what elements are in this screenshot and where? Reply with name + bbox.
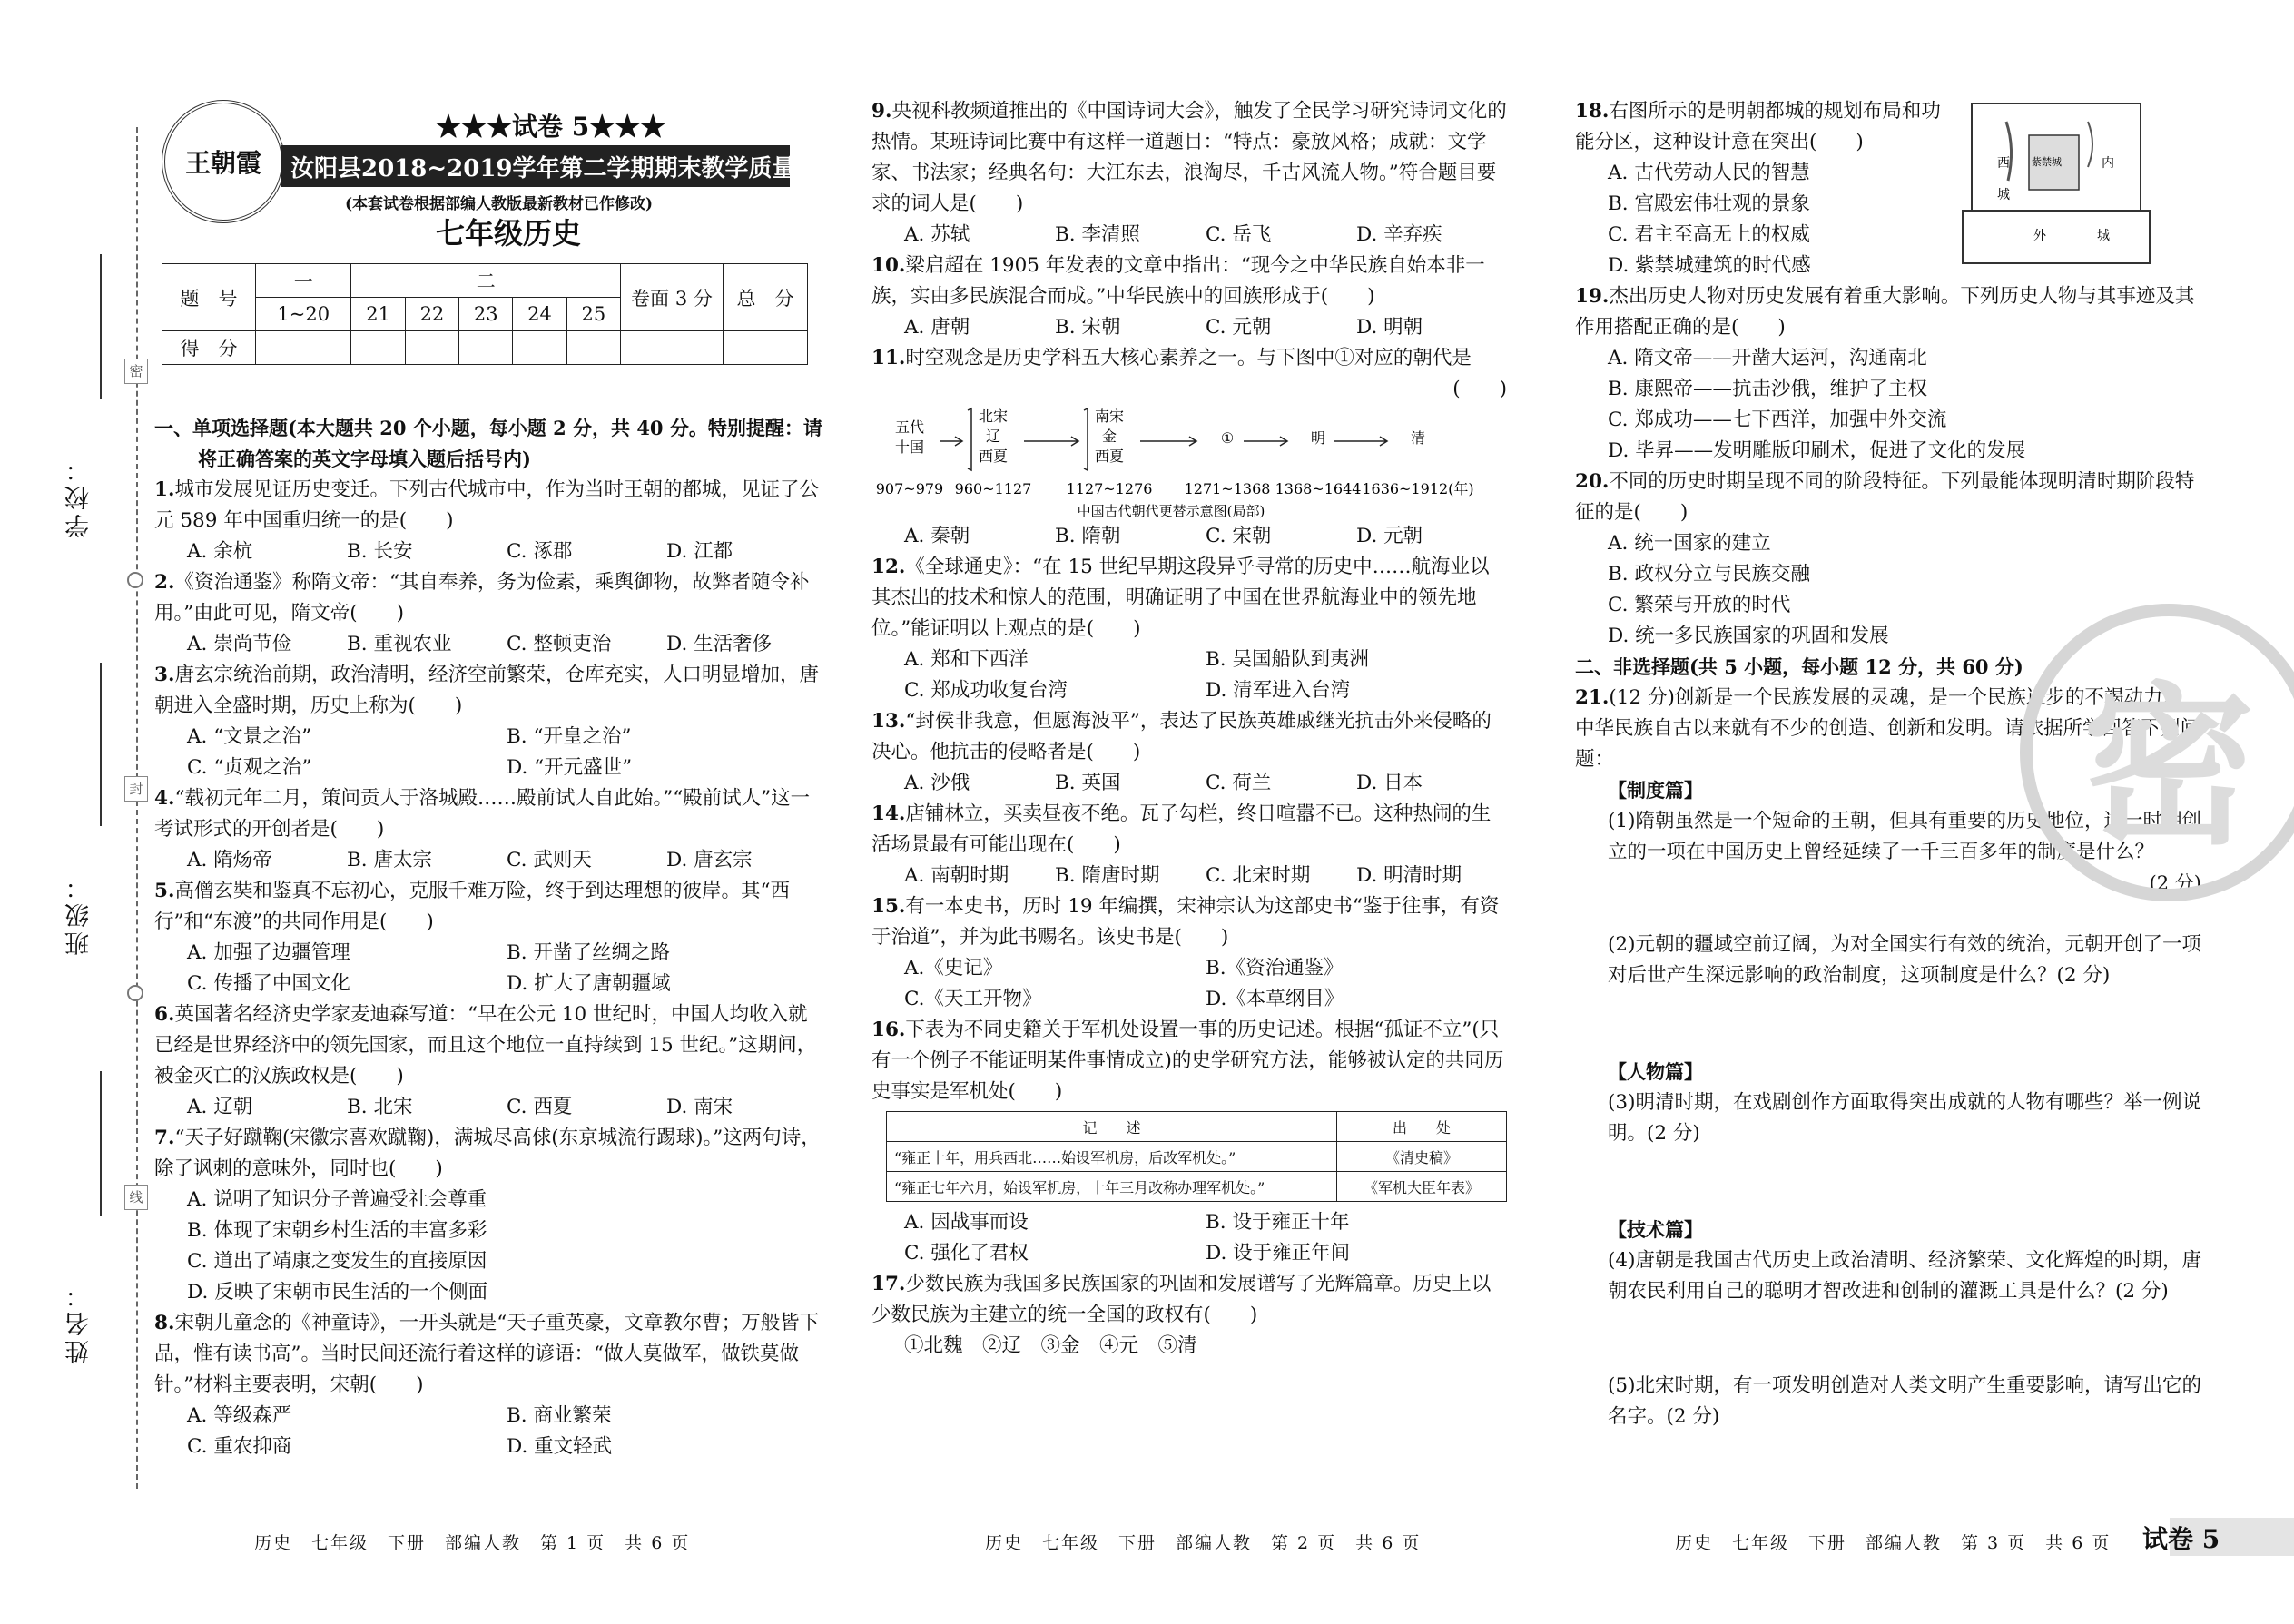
option-A[interactable]: A. 秦朝 [904, 525, 970, 547]
seal-mark-3: 线 [124, 1185, 148, 1210]
question-20 [1575, 467, 2201, 528]
question-text: 宋朝儿童念的《神童诗》，一开头就是“天子重英豪，文章教尔曹；万般皆下品，惟有读书高”。当时民间还流行着这样的谚语：“做人莫做军，做铁莫做针。”材料主要表明，宋朝( ) [154, 1312, 820, 1396]
timeline-arrow [1024, 437, 1078, 446]
options [871, 861, 1507, 891]
option-C[interactable]: C.《天工开物》 [904, 988, 1042, 1010]
q16-options [871, 1207, 1507, 1269]
option-C[interactable]: C. 道出了靖康之变发生的直接原因 [187, 1250, 487, 1273]
exam-note: (本套试卷根据部编人教版最新教材已作修改) [345, 195, 654, 213]
exam-title: 汝阳县2018~2019学年第二学期期末教学质量检测试卷 [290, 155, 891, 182]
score-col: 22 [405, 298, 458, 331]
map-label-city-1: 城 [1997, 188, 2010, 202]
timeline-bracket [1084, 408, 1088, 470]
question-number: 10. [871, 254, 906, 277]
option-D[interactable]: D.《本草纲目》 [1206, 988, 1344, 1010]
school-label: 学校： [65, 454, 94, 538]
option-B[interactable]: B. 康熙帝——抗击沙俄，维护了主权 [1608, 378, 1927, 400]
map-label-inner: 内 [2102, 156, 2114, 171]
option-D[interactable]: D. 设于雍正年间 [1206, 1242, 1351, 1265]
timeline-dynasty: 辽 [985, 428, 1001, 445]
seal-dashed-line [136, 127, 138, 1489]
timeline-arrow [1244, 437, 1287, 446]
option-C[interactable]: C. 元朝 [1206, 316, 1272, 339]
timeline-arrow [1140, 437, 1196, 446]
question-16 [871, 1015, 1507, 1107]
question-text: 英国著名经济史学家麦迪森写道：“早在公元 10 世纪时，中国人均收入就已经是世界经济中的领先国家，而且这个地位一直持续到 15 世纪。”这期间，被金灭亡的汉族政权是( ) [154, 1003, 817, 1088]
subject-title: 七年级历史 [436, 216, 582, 251]
options [871, 645, 1507, 706]
q16-record-1: “雍正十年，用兵西北……始设军机房，后改军机处。” [887, 1142, 1337, 1172]
q11-options [871, 521, 1507, 552]
timeline-year: 907~979 [875, 480, 944, 497]
timeline-dynasty: 明 [1310, 429, 1326, 447]
q16-source-2: 《军机大臣年表》 [1337, 1172, 1507, 1202]
option-D[interactable]: D. 元朝 [1356, 525, 1423, 547]
question-number: 21. [1575, 686, 1610, 709]
option-B[interactable]: B. 开凿了丝绸之路 [507, 941, 670, 964]
timeline-arrow [1334, 437, 1387, 446]
question-text: “天子好蹴鞠(宋徽宗喜欢蹴鞠)，满城尽高俅(东京城流行踢球)。”这两句诗，除了讽刺的意味外，同时也( ) [154, 1127, 821, 1180]
question-text: 时空观念是历史学科五大核心素养之一。与下图中①对应的朝代是 [905, 347, 1472, 369]
option-D[interactable]: D. 生活奢侈 [666, 633, 773, 655]
option-C[interactable]: C. 涿郡 [507, 540, 573, 563]
option-D[interactable]: D. 毕昇——发明雕版印刷术，促进了文化的发展 [1608, 439, 2026, 462]
option-A[interactable]: A. 辽朝 [187, 1096, 253, 1118]
score-col: 25 [566, 298, 620, 331]
option-B[interactable]: B. 英国 [1055, 772, 1121, 794]
option-A[interactable]: A. 唐朝 [904, 316, 970, 339]
question-text: 有一本史书，历时 19 年编撰，宋神宗认为这部史书“鉴于往事，有资于治道”，并为此书赐名。该史书是( ) [871, 895, 1500, 949]
option-C[interactable]: C. 岳飞 [1206, 223, 1272, 246]
score-col: 1~20 [256, 298, 351, 331]
map-label-forbidden-city: 紫禁城 [2032, 156, 2062, 168]
option-D[interactable]: D. “开元盛世” [507, 756, 633, 779]
question-text: (12 分)创新是一个民族发展的灵魂，是一个民族进步的不竭动力，中华民族自古以来就有不少的创造、创新和发明。请依据所学回答下列问题： [1575, 686, 2200, 771]
score-total: 总 分 [724, 264, 808, 331]
section1-title-cont: 将正确答案的英文字母填入题后括号内) [198, 448, 531, 470]
question-text: 少数民族为我国多民族国家的巩固和发展谱写了光辉篇章。历史上以少数民族为主建立的统一全国的政权有( ) [871, 1273, 1492, 1326]
q17-items: ①北魏 ②辽 ③金 ④元 ⑤清 [904, 1334, 1197, 1357]
option-C[interactable]: C. 荷兰 [1206, 772, 1272, 794]
q16-header-source: 出 处 [1337, 1112, 1507, 1142]
question-19 [1575, 281, 2201, 343]
question-5 [154, 876, 826, 938]
score-col: 23 [459, 298, 513, 331]
timeline-dynasty: 清 [1410, 429, 1426, 447]
options [154, 629, 826, 660]
question-2 [154, 567, 826, 629]
option-C[interactable]: C. 北宋时期 [1206, 864, 1311, 887]
option-A[interactable]: A. 说明了知识分子普遍受社会尊重 [187, 1188, 487, 1211]
option-A[interactable]: A. 加强了边疆管理 [187, 941, 350, 964]
option-C[interactable]: C. 宋朝 [1206, 525, 1272, 547]
col1-questions [154, 475, 826, 1462]
options [154, 1185, 826, 1308]
option-B[interactable]: B. 宫殿宏伟壮观的景象 [1608, 192, 1810, 215]
question-text: 不同的历史时期呈现不同的阶段特征。下列最能体现明清时期阶段特征的是( ) [1575, 470, 2195, 524]
option-D[interactable]: D. 南宋 [666, 1096, 733, 1118]
options [154, 722, 826, 783]
option-B[interactable]: B. 重视农业 [347, 633, 452, 655]
option-A[interactable]: A. 崇尚节俭 [187, 633, 292, 655]
question-number: 17. [871, 1273, 906, 1295]
answer-bracket: ( ) [1452, 378, 1507, 400]
timeline-dynasty: 十国 [894, 438, 925, 456]
option-C[interactable]: C. 郑成功——七下西洋，加强中外交流 [1608, 408, 1947, 431]
option-B[interactable]: B. 吴国船队到夷洲 [1206, 648, 1369, 671]
option-C[interactable]: C. 繁荣与开放的时代 [1608, 594, 1791, 616]
option-D[interactable]: D. 明清时期 [1356, 864, 1462, 887]
timeline-year: 960~1127 [954, 480, 1032, 497]
part-title-system: 【制度篇】 [1608, 779, 1703, 802]
part-title-people: 【人物篇】 [1608, 1060, 1703, 1083]
score-cell[interactable] [566, 331, 620, 365]
q21-part-3: (3)明清时期，在戏剧创作方面取得突出成就的人物有哪些？举一例说明。(2 分) [1608, 1091, 2201, 1145]
option-B[interactable]: B. “开皇之治” [507, 725, 632, 748]
option-D[interactable]: D. 辛弃疾 [1356, 223, 1442, 246]
score-table [162, 263, 808, 365]
footer-page-3: 历史 七年级 下册 部编人教 第 3 页 共 6 页 [1675, 1533, 2112, 1553]
option-A[interactable]: A. 因战事而设 [904, 1211, 1029, 1234]
q21-part-1-points: (2 分) [2149, 872, 2201, 894]
option-D[interactable]: D. 反映了宋朝市民生活的一个侧面 [187, 1281, 488, 1304]
footer-page-2: 历史 七年级 下册 部编人教 第 2 页 共 6 页 [985, 1533, 1422, 1553]
question-number: 11. [871, 347, 906, 369]
question-text: 央视科教频道推出的《中国诗词大会》，触发了全民学习研究诗词文化的热情。某班诗词比赛中有这样一道题目：“特点：豪放风格；成就：文学家、书法家；经典名句：大江东去，浪淘尽，千古风流人物。”符合题目要求的词人是( ) [871, 100, 1507, 215]
question-number: 19. [1575, 285, 1610, 308]
score-neatness: 卷面 3 分 [621, 264, 724, 331]
map-label-outer: 外 [2033, 229, 2046, 243]
footer-tag: 试卷 5 [2142, 1524, 2220, 1554]
option-A[interactable]: A. 等级森严 [187, 1404, 292, 1427]
question-6 [154, 999, 826, 1092]
question-15 [871, 891, 1507, 953]
timeline-caption: 中国古代朝代更替示意图(局部) [1077, 503, 1265, 519]
timeline-dynasty: 西夏 [978, 448, 1009, 465]
options [154, 1092, 826, 1123]
timeline-dynasty: 西夏 [1094, 448, 1125, 465]
map-label-west: 西 [1997, 156, 2010, 171]
option-D[interactable]: D. 唐玄宗 [666, 849, 753, 871]
option-A[interactable]: A. 郑和下西洋 [904, 648, 1029, 671]
score-cell[interactable] [621, 331, 724, 365]
footer-page-1: 历史 七年级 下册 部编人教 第 1 页 共 6 页 [254, 1533, 691, 1553]
question-number: 7. [154, 1127, 175, 1149]
binding-line-3 [100, 1071, 102, 1216]
option-D[interactable]: D. 清军进入台湾 [1206, 679, 1351, 702]
question-8 [154, 1308, 826, 1401]
q21-part-2: (2)元朝的疆域空前辽阔，为对全国实行有效的统治，元朝开创了一项对后世产生深远影响的政治制度，这项制度是什么？(2 分) [1608, 933, 2201, 987]
q16-header-record: 记 述 [887, 1112, 1337, 1142]
option-A[interactable]: A. 南朝时期 [904, 864, 1009, 887]
option-D[interactable]: D. 统一多民族国家的巩固和发展 [1608, 625, 1889, 647]
option-C[interactable]: C. 重农抑商 [187, 1435, 292, 1458]
option-B[interactable]: B. 宋朝 [1055, 316, 1121, 339]
timeline-dynasty: 五代 [894, 418, 925, 436]
score-part-2: 二 [351, 264, 621, 298]
option-B[interactable]: B. 体现了宋朝乡村生活的丰富多彩 [187, 1219, 487, 1242]
option-D[interactable]: D. 重文轻武 [507, 1435, 613, 1458]
score-cell[interactable] [513, 331, 566, 365]
option-A[interactable]: A. 统一国家的建立 [1608, 532, 1771, 555]
question-number: 6. [154, 1003, 175, 1026]
logo [162, 100, 285, 223]
score-row-label: 得 分 [162, 331, 256, 365]
q21-part-1: (1)隋朝虽然是一个短命的王朝，但具有重要的历史地位，这一时期创立的一项在中国历史上曾经延续了一千三百多年的制度是什么？ [1608, 810, 2201, 863]
option-B[interactable]: B. 隋朝 [1055, 525, 1121, 547]
option-B[interactable]: B. 北宋 [347, 1096, 413, 1118]
map-label-city-2: 城 [2097, 229, 2110, 243]
question-number: 4. [154, 787, 175, 810]
question-number: 13. [871, 710, 906, 733]
options [871, 768, 1507, 799]
q16-record-2: “雍正七年六月，始设军机房，十年三月改称办理军机处。” [887, 1172, 1337, 1202]
option-D[interactable]: D. 江都 [666, 540, 733, 563]
score-cell[interactable] [256, 331, 351, 365]
option-D[interactable]: D. 紫禁城建筑的时代感 [1608, 254, 1811, 277]
question-text: 高僧玄奘和鉴真不忘初心，克服千难万险，终于到达理想的彼岸。其“西行”和“东渡”的共同作用是( ) [154, 880, 790, 933]
timeline-year: 1271~1368 [1184, 480, 1271, 497]
score-cell[interactable] [459, 331, 513, 365]
score-col: 21 [351, 298, 405, 331]
question-number: 18. [1575, 100, 1610, 123]
q16-table [886, 1111, 1507, 1202]
question-number: 2. [154, 571, 175, 594]
question-14 [871, 799, 1507, 861]
timeline-dynasty: 南宋 [1094, 408, 1125, 425]
option-B[interactable]: B. 长安 [347, 540, 413, 563]
options [871, 953, 1507, 1015]
section2-title: 二、非选择题(共 5 小题，每小题 12 分，共 60 分) [1575, 655, 2023, 678]
option-B[interactable]: B. 隋唐时期 [1055, 864, 1160, 887]
timeline-bracket [968, 408, 971, 470]
options [1575, 343, 2201, 467]
answer-space[interactable] [1608, 1149, 2201, 1215]
section1-title: 一、单项选择题(本大题共 20 个小题，每小题 2 分，共 40 分。特别提醒：请 [154, 417, 822, 439]
score-col: 24 [513, 298, 566, 331]
score-header-label: 题 号 [162, 264, 256, 331]
option-B[interactable]: B. 李清照 [1055, 223, 1140, 246]
question-number: 20. [1575, 470, 1610, 493]
question-number: 5. [154, 880, 175, 902]
timeline-dynasty: 金 [1101, 428, 1117, 445]
question-18 [1575, 96, 1947, 158]
option-C[interactable]: C. 西夏 [507, 1096, 573, 1118]
question-text: 店铺林立，买卖昼夜不绝。瓦子勾栏，终日喧嚣不已。这种热闹的生活场景最有可能出现在( ) [871, 802, 1492, 856]
answer-space[interactable] [1608, 991, 2201, 1057]
options [154, 1401, 826, 1462]
q21-part-4: (4)唐朝是我国古代历史上政治清明、经济繁荣、文化辉煌的时期，唐朝农民利用自己的聪明才智改进和创制的灌溉工具是什么？(2 分) [1608, 1249, 2201, 1303]
timeline-arrow [940, 437, 962, 446]
question-17 [871, 1269, 1507, 1331]
stamp-text: 密 [2082, 664, 2255, 868]
option-B[interactable]: B. 商业繁荣 [507, 1404, 612, 1427]
options [154, 845, 826, 876]
question-10 [871, 251, 1507, 312]
timeline-year: 1368~1644 [1275, 480, 1362, 497]
ring-icon [127, 985, 143, 1001]
question-number: 8. [154, 1312, 175, 1334]
option-D[interactable]: D. 明朝 [1356, 316, 1423, 339]
option-A[interactable]: A. 苏轼 [904, 223, 970, 246]
question-number: 16. [871, 1019, 906, 1041]
option-D[interactable]: D. 日本 [1356, 772, 1423, 794]
option-D[interactable]: D. 扩大了唐朝疆域 [507, 972, 671, 995]
question-4 [154, 783, 826, 845]
option-C[interactable]: C. 传播了中国文化 [187, 972, 350, 995]
question-13 [871, 706, 1507, 768]
question-number: 1. [154, 478, 175, 501]
timeline-year: 1636~1912(年) [1362, 480, 1474, 497]
question-11 [871, 343, 1507, 405]
seal-mark-2: 封 [124, 776, 148, 802]
option-C[interactable]: C. 整顿吏治 [507, 633, 612, 655]
name-label: 姓名： [65, 1280, 94, 1364]
dynasty-timeline [871, 405, 1507, 521]
question-text: 下表为不同史籍关于军机处设置一事的历史记述。根据“孤证不立”(只有一个例子不能证明某件事情成立)的史学研究方法，能够被认定的共同历史事实是军机处( ) [871, 1019, 1504, 1103]
ming-capital-map [1952, 94, 2156, 271]
question-1 [154, 475, 826, 536]
timeline-dynasty: 北宋 [978, 408, 1009, 425]
option-A[interactable]: A. 隋炀帝 [187, 849, 272, 871]
question-text: 《资治通鉴》称隋文帝：“其自奉养，务为俭素，乘舆御物，故弊者随令补用。”由此可见，隋文帝( ) [154, 571, 810, 625]
question-number: 12. [871, 556, 906, 578]
question-3 [154, 660, 826, 722]
question-text: 右图所示的是明朝都城的规划布局和功能分区，这种设计意在突出( ) [1575, 100, 1941, 153]
option-A[interactable]: A. 余杭 [187, 540, 253, 563]
options [154, 938, 826, 999]
question-text: “载初元年二月，策问贡人于洛城殿……殿前试人自此始。”“殿前试人”这一考试形式的开创者是( ) [154, 787, 811, 841]
option-A[interactable]: A. 隋文帝——开凿大运河，沟通南北 [1608, 347, 1927, 369]
option-B[interactable]: B. 唐太宗 [347, 849, 432, 871]
logo-text: 王朝霞 [184, 148, 261, 178]
timeline-year: 1127~1276 [1066, 480, 1153, 497]
option-A[interactable]: A. “文景之治” [187, 725, 312, 748]
answer-space[interactable] [1608, 899, 2201, 930]
option-B[interactable]: B.《资治通鉴》 [1206, 957, 1344, 979]
question-number: 15. [871, 895, 906, 918]
score-cell[interactable] [405, 331, 458, 365]
question-text: 《全球通史》：“在 15 世纪早期这段异乎寻常的历史中……航海业以其杰出的技术和惊人的范围，明确证明了中国在世界航海业中的领先地位。”能证明以上观点的是( ) [871, 556, 1490, 640]
question-text: 城市发展见证历史变迁。下列古代城市中，作为当时王朝的都城，见证了公元 589 年中国重归统一的是( ) [154, 478, 819, 532]
part-title-technology: 【技术篇】 [1608, 1218, 1703, 1241]
option-A[interactable]: A.《史记》 [904, 957, 1003, 979]
question-7 [154, 1123, 826, 1185]
option-B[interactable]: B. 设于雍正十年 [1206, 1211, 1350, 1234]
question-text: 唐玄宗统治前期，政治清明，经济空前繁荣，仓库充实，人口明显增加，唐朝进入全盛时期，历史上称为( ) [154, 664, 819, 717]
question-text: “封侯非我意，但愿海波平”，表达了民族英雄戚继光抗击外来侵略的决心。他抗击的侵略者是( ) [871, 710, 1492, 763]
question-number: 9. [871, 100, 892, 123]
question-number: 3. [154, 664, 175, 686]
binding-line-1 [100, 254, 102, 399]
option-C[interactable]: C. 强化了君权 [904, 1242, 1029, 1265]
q16-source-1: 《清史稿》 [1337, 1142, 1507, 1172]
option-C[interactable]: C. 武则天 [507, 849, 592, 871]
column-2 [871, 96, 1507, 1362]
series-label: ★★★试卷 5★★★ [436, 112, 666, 142]
option-C[interactable]: C. 郑成功收复台湾 [904, 679, 1068, 702]
options [154, 536, 826, 567]
options [871, 312, 1507, 343]
option-A[interactable]: A. 沙俄 [904, 772, 970, 794]
timeline-dynasty: ① [1220, 429, 1235, 447]
score-part-1: 一 [256, 264, 351, 298]
question-12 [871, 552, 1507, 645]
score-cell[interactable] [351, 331, 405, 365]
class-label: 班级： [65, 871, 94, 956]
question-text: 梁启超在 1905 年发表的文章中指出：“现今之中华民族自始本非一族，实由多民族混合而成。”中华民族中的回族形成于( ) [871, 254, 1485, 308]
score-cell[interactable] [724, 331, 808, 365]
option-C[interactable]: C. 君主至高无上的权威 [1608, 223, 1810, 246]
question-text: 杰出历史人物对历史发展有着重大影响。下列历史人物与其事迹及其作用搭配正确的是( ) [1575, 285, 2195, 339]
question-number: 14. [871, 802, 906, 825]
answer-space[interactable] [1608, 1307, 2201, 1371]
binding-line-2 [100, 663, 102, 826]
q21-part-5: (5)北宋时期，有一项发明创造对人类文明产生重要影响，请写出它的名字。(2 分) [1608, 1374, 2201, 1428]
question-9 [871, 96, 1507, 220]
options [871, 220, 1507, 251]
option-A[interactable]: A. 古代劳动人民的智慧 [1608, 162, 1810, 184]
seal-mark-1: 密 [124, 359, 148, 384]
option-C[interactable]: C. “贞观之治” [187, 756, 312, 779]
ring-icon [127, 572, 143, 588]
option-B[interactable]: B. 政权分立与民族交融 [1608, 563, 1810, 586]
